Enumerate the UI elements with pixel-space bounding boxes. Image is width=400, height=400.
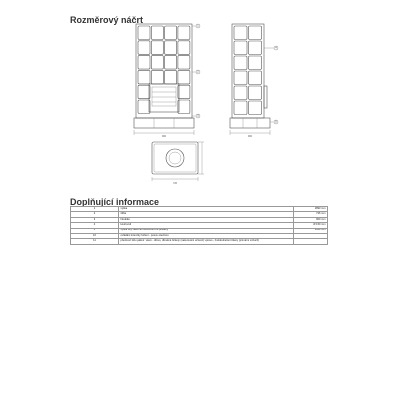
stove-tile — [178, 26, 190, 40]
stove-tile — [249, 41, 262, 55]
row-number: 1 — [71, 207, 119, 212]
stove-tile — [234, 101, 247, 115]
row-number: 4 — [71, 223, 119, 228]
stove-tile — [151, 56, 163, 70]
row-number: 2 — [71, 212, 119, 217]
side-door-handle — [264, 86, 267, 108]
stove-tile — [178, 85, 190, 99]
stove-tile — [249, 26, 262, 40]
stove-tile — [138, 85, 150, 99]
stove-tile — [178, 41, 190, 55]
stove-tile — [249, 86, 262, 100]
row-description: hloubka — [119, 217, 294, 222]
width-dimension-value: 900 — [162, 135, 166, 138]
stove-side-base — [230, 118, 270, 128]
row-description: přednosť štítu pálení: vlevo - dřevo, dřevěné brikety (nakurování uzšuvít) vpravo - hnědouhelné brikety (primární vzduch) — [119, 239, 294, 244]
row-value: 1629 mm — [294, 228, 328, 233]
top-plate-inner — [154, 144, 196, 172]
stove-tile — [249, 56, 262, 70]
row-description: šířka — [119, 212, 294, 217]
stove-tile — [165, 26, 177, 40]
stove-tile — [138, 41, 150, 55]
stove-tile — [249, 101, 262, 115]
stove-tile — [165, 70, 177, 84]
top-view-drawing — [148, 140, 208, 190]
tile-grid — [138, 26, 190, 114]
row-value: Ø 150 mm — [294, 223, 328, 228]
stove-tile — [234, 86, 247, 100]
stove-tile — [249, 71, 262, 85]
stove-tile — [165, 56, 177, 70]
callout-number: 1 — [197, 24, 199, 28]
stove-tile — [138, 100, 150, 114]
row-value: 1893 mm — [294, 207, 328, 212]
stove-tile — [138, 56, 150, 70]
stove-tile — [178, 100, 190, 114]
callout-number: 2 — [197, 70, 199, 74]
row-number: 5 — [71, 228, 119, 233]
side-view-drawing — [226, 22, 280, 138]
depth-dimension-value: 900 — [248, 135, 252, 138]
tile-grid — [234, 26, 262, 115]
door-glass — [152, 87, 176, 106]
dimensions-table — [70, 206, 328, 245]
front-view-drawing — [128, 22, 200, 138]
table-row — [71, 239, 328, 244]
firebox-door — [149, 84, 179, 112]
row-description: výška — [119, 207, 294, 212]
stove-tile — [138, 70, 150, 84]
stove-tile — [151, 26, 163, 40]
stove-tile — [165, 41, 177, 55]
row-number: 3 — [71, 217, 119, 222]
flue-opening — [166, 149, 184, 167]
row-value: 726 mm — [294, 212, 328, 217]
row-number: 10 — [71, 233, 119, 238]
stove-tile — [234, 26, 247, 40]
callout-number: 4 — [275, 46, 277, 50]
stove-tile — [178, 70, 190, 84]
row-description: kouřovod — [119, 223, 294, 228]
stove-tile — [234, 56, 247, 70]
additional-info-heading: Doplňující informace — [70, 197, 160, 207]
stove-top-outline — [152, 142, 198, 174]
flue-inner — [169, 152, 181, 164]
callout-number: 5 — [275, 120, 277, 124]
dimensions-table-body — [71, 207, 328, 245]
row-number: 11 — [71, 239, 119, 244]
stove-tile — [151, 41, 163, 55]
row-description: ovládání intenzity hoření - posuv otevřeno — [119, 233, 294, 238]
stove-tile — [234, 71, 247, 85]
row-value — [294, 239, 328, 244]
row-description: výška osy zadního kouřovodu od podlahy — [119, 228, 294, 233]
row-value: 900 mm — [294, 217, 328, 222]
callout-number: 3 — [197, 114, 199, 118]
stove-tile — [151, 70, 163, 84]
dimension-sketch-heading: Rozměrový náčrt — [70, 15, 144, 25]
stove-tile — [138, 26, 150, 40]
stove-base — [134, 118, 194, 128]
stove-tile — [178, 56, 190, 70]
stove-tile — [234, 41, 247, 55]
top-width-dimension-value: 726 — [173, 182, 177, 185]
